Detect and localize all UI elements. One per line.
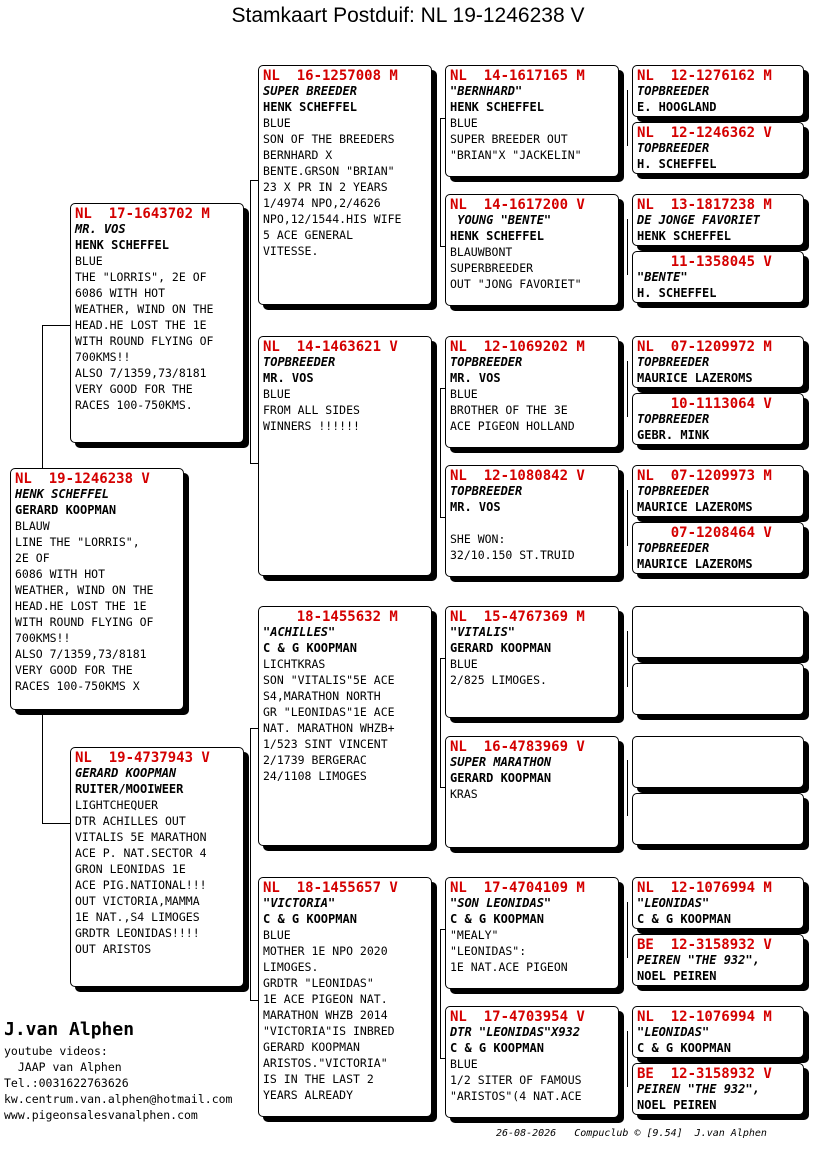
pedigree-card-g5-15[interactable] — [632, 1006, 804, 1058]
pigeon-name: TOPBREEDER — [637, 541, 710, 555]
connector-line — [627, 490, 628, 546]
pedigree-card-g5-13[interactable] — [632, 877, 804, 929]
owner-name: H. SCHEFFEL — [637, 157, 717, 171]
pedigree-card-mother[interactable] — [70, 747, 244, 987]
connector-line — [42, 325, 43, 471]
pedigree-card-g5-7[interactable] — [632, 465, 804, 517]
ring-number: NL 14-1463621 V — [263, 339, 398, 355]
pedigree-card-g5-10-empty[interactable] — [632, 663, 804, 715]
ring-number: NL 12-1246362 V — [637, 125, 772, 141]
owner-name: MR. VOS — [450, 500, 501, 514]
ring-number: BE 12-3158932 V — [637, 937, 772, 953]
ring-number: NL 14-1617165 M — [450, 68, 585, 84]
pedigree-card-mfm[interactable] — [445, 736, 619, 848]
connector-line — [627, 760, 628, 816]
pedigree-card-g5-8[interactable] — [632, 522, 804, 574]
connector-line — [627, 902, 628, 958]
pedigree-card-g5-14[interactable] — [632, 934, 804, 986]
connector-line — [627, 631, 628, 687]
owner-name: GERARD KOOPMAN — [450, 641, 552, 655]
pedigree-card-g5-3[interactable] — [632, 194, 804, 246]
pigeon-name: "LEONIDAS" — [637, 1025, 710, 1039]
owner-name: MAURICE LAZEROMS — [637, 500, 753, 514]
connector-line — [250, 728, 258, 729]
pigeon-name: "ACHILLES" — [263, 625, 336, 639]
pigeon-notes: KRAS — [450, 787, 478, 801]
pedigree-card-g5-12-empty[interactable] — [632, 793, 804, 845]
owner-name: HENK SCHEFFEL — [263, 100, 357, 114]
connector-line — [42, 823, 70, 824]
pedigree-card-mf[interactable] — [258, 606, 432, 846]
pigeon-name: MR. VOS — [75, 222, 126, 236]
connector-line — [440, 658, 441, 787]
owner-name: E. HOOGLAND — [637, 100, 717, 114]
footer-credit: 26-08-2026 Compuclub © [9.54] J.van Alphen — [496, 1128, 767, 1139]
ring-number: NL 15-4767369 M — [450, 609, 585, 625]
pigeon-notes: BLUE MOTHER 1E NPO 2020 LIMOGES. GRDTR "LEONIDAS" 1E ACE PIGEON NAT. MARATHON WHZB 2014 "VICTORIA"IS INBRED GERARD KOOPMAN ARISTOS."VICTORIA" IS IN THE LAST 2 YEARS ALREADY — [263, 928, 395, 1102]
ring-number: NL 17-4704109 M — [450, 880, 585, 896]
owner-name: C & G KOOPMAN — [450, 912, 544, 926]
ring-number: NL 12-1069202 M — [450, 339, 585, 355]
owner-name: C & G KOOPMAN — [637, 1041, 731, 1055]
pedigree-card-g5-4[interactable] — [632, 251, 804, 303]
owner-name: MAURICE LAZEROMS — [637, 371, 753, 385]
ring-number: NL 07-1209973 M — [637, 468, 772, 484]
pigeon-name: DE JONGE FAVORIET — [637, 213, 760, 227]
ring-number: NL 17-1643702 M — [75, 206, 210, 222]
pigeon-notes: BLAUW LINE THE "LORRIS", 2E OF 6086 WITH HOT WEATHER, WIND ON THE HEAD.HE LOST THE 1E WITH ROUND FLYING OF 700KMS!! ALSO 7/1359,73/8181 VERY GOOD FOR THE RACES 100-750KMS X — [15, 519, 154, 693]
pigeon-notes: LICHTKRAS SON "VITALIS"5E ACE S4,MARATHON NORTH GR "LEONIDAS"1E ACE NAT. MARATHON WHZB+ 1/523 SINT VINCENT 2/1739 BERGERAC 24/1108 LIMOGES — [263, 657, 395, 783]
ring-number: NL 16-1257008 M — [263, 68, 398, 84]
owner-name: C & G KOOPMAN — [450, 1041, 544, 1055]
connector-line — [627, 90, 628, 146]
pedigree-card-g5-16[interactable] — [632, 1063, 804, 1115]
ring-number: NL 13-1817238 M — [637, 197, 772, 213]
breeder-name: J.van Alphen — [4, 1019, 135, 1040]
owner-name: RUITER/MOOIWEER — [75, 782, 184, 796]
owner-name: H. SCHEFFEL — [637, 286, 717, 300]
pigeon-name: TOPBREEDER — [637, 84, 710, 98]
pigeon-name: TOPBREEDER — [637, 141, 710, 155]
pigeon-name: "BERNHARD" — [450, 84, 523, 98]
pedigree-card-fmf[interactable] — [445, 336, 619, 448]
ring-number: NL 19-4737943 V — [75, 750, 210, 766]
connector-line — [250, 728, 251, 1000]
contact-line: JAAP van Alphen — [4, 1060, 122, 1074]
pigeon-name: "LEONIDAS" — [637, 896, 710, 910]
owner-name: NOEL PEIREN — [637, 969, 717, 983]
owner-name: C & G KOOPMAN — [637, 912, 731, 926]
pigeon-name: YOUNG "BENTE" — [450, 213, 552, 227]
pigeon-name: "SON LEONIDAS" — [450, 896, 552, 910]
ring-number: NL 12-1080842 V — [450, 468, 585, 484]
owner-name: NOEL PEIREN — [637, 1098, 717, 1112]
ring-number: NL 17-4703954 V — [450, 1009, 585, 1025]
owner-name: GERARD KOOPMAN — [450, 771, 552, 785]
breeder-contact — [4, 1043, 232, 1123]
connector-line — [440, 388, 441, 517]
ring-number: NL 14-1617200 V — [450, 197, 585, 213]
contact-email[interactable]: kw.centrum.van.alphen@hotmail.com — [4, 1092, 233, 1106]
pedigree-card-fmm[interactable] — [445, 465, 619, 577]
ring-number: NL 16-4783969 V — [450, 739, 585, 755]
pigeon-name: SUPER MARATHON — [450, 755, 552, 769]
owner-name: HENK SCHEFFEL — [450, 229, 544, 243]
pedigree-card-g5-11-empty[interactable] — [632, 736, 804, 788]
connector-line — [627, 361, 628, 417]
pedigree-card-g5-2[interactable] — [632, 122, 804, 174]
pedigree-card-mmm[interactable] — [445, 1006, 619, 1118]
page-title: Stamkaart Postduif: NL 19-1246238 V — [231, 4, 585, 27]
pedigree-card-g5-5[interactable] — [632, 336, 804, 388]
owner-name: MAURICE LAZEROMS — [637, 557, 753, 571]
pedigree-card-subject[interactable] — [10, 468, 184, 710]
owner-name: HENK SCHEFFEL — [450, 100, 544, 114]
owner-name: HENK SCHEFFEL — [75, 238, 169, 252]
pedigree-card-fff[interactable] — [445, 65, 619, 177]
ring-number: NL 07-1209972 M — [637, 339, 772, 355]
pigeon-name: SUPER BREEDER — [263, 84, 357, 98]
pedigree-card-fm[interactable] — [258, 336, 432, 576]
pedigree-card-mm[interactable] — [258, 877, 432, 1117]
connector-line — [42, 710, 43, 823]
ring-number: 11-1358045 V — [637, 254, 772, 270]
ring-number: BE 12-3158932 V — [637, 1066, 772, 1082]
pigeon-name: TOPBREEDER — [637, 355, 710, 369]
ring-number: 07-1208464 V — [637, 525, 772, 541]
owner-name: GEBR. MINK — [637, 428, 710, 442]
pigeon-name: HENK SCHEFFEL — [15, 487, 109, 501]
pigeon-notes: SHE WON: 32/10.150 ST.TRUID — [450, 532, 575, 562]
ring-number: 18-1455632 M — [263, 609, 398, 625]
pigeon-name: DTR "LEONIDAS"X932 — [450, 1025, 581, 1039]
contact-line: youtube videos: — [4, 1044, 108, 1058]
pigeon-notes: BLAUWBONT SUPERBREEDER OUT "JONG FAVORIET" — [450, 245, 582, 291]
owner-name: MR. VOS — [263, 371, 314, 385]
pigeon-notes: BLUE FROM ALL SIDES WINNERS !!!!!! — [263, 387, 360, 433]
pigeon-name: TOPBREEDER — [637, 484, 710, 498]
pedigree-card-ff[interactable] — [258, 65, 432, 305]
pigeon-notes: "MEALY" "LEONIDAS": 1E NAT.ACE PIGEON — [450, 928, 568, 974]
pedigree-card-ffm[interactable] — [445, 194, 619, 306]
pigeon-name: TOPBREEDER — [450, 484, 523, 498]
pedigree-card-g5-9-empty[interactable] — [632, 606, 804, 658]
pigeon-notes: BLUE THE "LORRIS", 2E OF 6086 WITH HOT WEATHER, WIND ON THE HEAD.HE LOST THE 1E WITH ROUND FLYING OF 700KMS!! ALSO 7/1359,73/8181 VERY GOOD FOR THE RACES 100-750KMS. — [75, 254, 214, 412]
pedigree-card-g5-6[interactable] — [632, 393, 804, 445]
connector-line — [627, 1031, 628, 1087]
pigeon-notes: BLUE SON OF THE BREEDERS BERNHARD X BENTE.GRSON "BRIAN" 23 X PR IN 2 YEARS 1/4974 NPO,2/4626 NPO,12/1544.HIS WIFE 5 ACE GENERAL VITESSE. — [263, 116, 402, 258]
connector-line — [250, 463, 258, 464]
connector-line — [42, 325, 70, 326]
connector-line — [250, 180, 251, 463]
pigeon-notes: BLUE SUPER BREEDER OUT "BRIAN"X "JACKELIN" — [450, 116, 582, 162]
pigeon-name: PEIREN "THE 932", — [637, 1082, 760, 1096]
pedigree-card-g5-1[interactable] — [632, 65, 804, 117]
pigeon-name: "BENTE" — [637, 270, 688, 284]
owner-name: C & G KOOPMAN — [263, 912, 357, 926]
connector-line — [440, 929, 441, 1058]
pigeon-name: "VITALIS" — [450, 625, 516, 639]
connector-line — [250, 1000, 258, 1001]
ring-number: NL 18-1455657 V — [263, 880, 398, 896]
pigeon-name: TOPBREEDER — [637, 412, 710, 426]
connector-line — [250, 180, 258, 181]
contact-phone: Tel.:0031622763626 — [4, 1076, 129, 1090]
pigeon-notes: LIGHTCHEQUER DTR ACHILLES OUT VITALIS 5E MARATHON ACE P. NAT.SECTOR 4 GRON LEONIDAS 1E ACE PIG.NATIONAL!!! OUT VICTORIA,MAMMA 1E NAT.,S4 LIMOGES GRDTR LEONIDAS!!!! OUT ARISTOS — [75, 798, 207, 956]
pigeon-name: PEIREN "THE 932", — [637, 953, 760, 967]
pigeon-name: TOPBREEDER — [450, 355, 523, 369]
pigeon-name: TOPBREEDER — [263, 355, 336, 369]
pigeon-notes: BLUE 1/2 SITER OF FAMOUS "ARISTOS"(4 NAT.ACE — [450, 1057, 582, 1103]
pigeon-name: GERARD KOOPMAN — [75, 766, 177, 780]
ring-number: NL 19-1246238 V — [15, 471, 150, 487]
owner-name: HENK SCHEFFEL — [637, 229, 731, 243]
pigeon-notes: BLUE BROTHER OF THE 3E ACE PIGEON HOLLAND — [450, 387, 575, 433]
connector-line — [440, 118, 441, 246]
pigeon-notes: BLUE 2/825 LIMOGES. — [450, 657, 547, 687]
pigeon-name: "VICTORIA" — [263, 896, 336, 910]
pedigree-card-mff[interactable] — [445, 606, 619, 718]
ring-number: 10-1113064 V — [637, 396, 772, 412]
ring-number: NL 12-1076994 M — [637, 1009, 772, 1025]
pedigree-card-father[interactable] — [70, 203, 244, 443]
contact-website[interactable]: www.pigeonsalesvanalphen.com — [4, 1108, 198, 1122]
pedigree-card-mmf[interactable] — [445, 877, 619, 989]
owner-name: MR. VOS — [450, 371, 501, 385]
owner-name: GERARD KOOPMAN — [15, 503, 117, 517]
ring-number: NL 12-1276162 M — [637, 68, 772, 84]
connector-line — [627, 219, 628, 275]
owner-name: C & G KOOPMAN — [263, 641, 357, 655]
ring-number: NL 12-1076994 M — [637, 880, 772, 896]
